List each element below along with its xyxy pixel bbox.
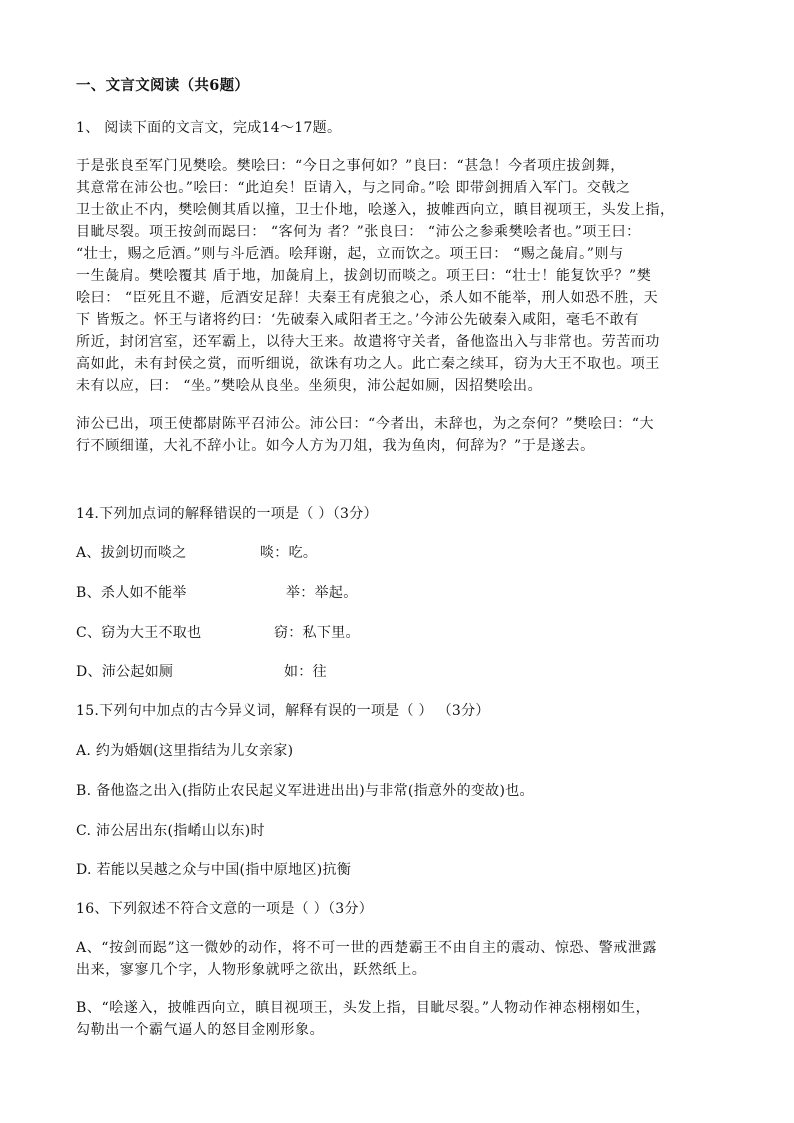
- option-gloss: 窃：私下里。: [274, 625, 360, 641]
- option-gloss: 如：往: [284, 664, 327, 680]
- option-d: D. 若能以吴越之众与中国(指中原地区)抗衡: [76, 862, 352, 878]
- passage-line: 于是张良至军门见樊哙。樊哙曰：“今日之事何如？”良曰：“甚急！今者项庄拔剑舞，: [76, 158, 625, 174]
- passage-line: 其意常在沛公也。”哙曰：“此迫矣！臣请入，与之同命。”哙 即带剑拥盾入军门。交戟之: [76, 180, 631, 196]
- passage-line: 行不顾细谨，大礼不辞小让。如今人方为刀俎，我为鱼肉，何辞为？”于是遂去。: [76, 438, 595, 454]
- passage-line: “壮士，赐之卮酒。”则与斗卮酒。哙拜谢，起，立而饮之。项王曰： “赐之彘肩。”则与: [76, 246, 624, 262]
- option-text: B、杀人如不能举: [76, 585, 187, 601]
- passage-line: 一生彘肩。樊哙覆其 盾于地，加彘肩上，拔剑切而啖之。项王曰：“壮士！能复饮乎？”樊: [76, 268, 652, 284]
- option-text: A、拔剑切而啖之: [76, 545, 187, 561]
- option-a-line: 出来，寥寥几个字，人物形象就呼之欲出，跃然纸上。: [76, 962, 427, 978]
- option-b: [76, 582, 358, 604]
- passage-line: 所近，封闭宫室，还军霸上，以待大王来。故遣将守关者，备他盗出入与非常也。劳苦而功: [76, 334, 660, 350]
- option-gloss: 啖：吃。: [260, 545, 318, 561]
- option-a: A. 约为婚姻(这里指结为儿女亲家): [76, 743, 294, 759]
- option-a-line: A、“按剑而跽”这一微妙的动作，将不可一世的西楚霸王不由自主的震动、惊恐、警戒泄露: [76, 940, 658, 956]
- option-text: D、沛公起如厕: [76, 664, 174, 680]
- section-title: 一、文言文阅读（共6题）: [76, 77, 250, 94]
- option-c: C. 沛公居出东(指崤山以东)时: [76, 823, 265, 839]
- option-a: [76, 542, 318, 564]
- option-c: [76, 622, 360, 644]
- option-b-line: 勾勒出一个霸气逼人的怒目金刚形象。: [76, 1022, 325, 1038]
- passage-line: 未有以应，曰： “坐。”樊哙从良坐。坐须臾，沛公起如厕，因招樊哙出。: [76, 378, 543, 394]
- passage-line: 高如此，未有封侯之赏，而听细说，欲诛有功之人。此亡秦之续耳，窃为大王不取也。项王: [76, 356, 660, 372]
- option-b-line: B、“哙遂入，披帷西向立，瞋目视项王，头发上指，目眦尽裂。”人物动作神态栩栩如生，: [76, 1000, 651, 1016]
- passage-line: 沛公已出，项王使都尉陈平召沛公。沛公曰：“今者出，未辞也，为之奈何？”樊哙曰：“大: [76, 416, 655, 432]
- passage-line: 目眦尽裂。项王按剑而跽曰： “客何为 者？”张良曰： “沛公之参乘樊哙者也。”项王曰：: [76, 224, 641, 240]
- passage-line: 下 皆叛之。怀王与诸将约曰：‘先破秦入咸阳者王之。’今沛公先破秦入咸阳，毫毛不敢有: [76, 312, 639, 328]
- question-stem: 14.下列加点词的解释错误的一项是（ ）（3分）: [76, 506, 378, 522]
- passage-line: 卫士欲止不内，樊哙侧其盾以撞，卫士仆地，哙遂入，披帷西向立，瞋目视项王，头发上指，: [76, 202, 675, 218]
- option-d: [76, 661, 327, 683]
- question-stem: 15.下列句中加点的古今异义词，解释有误的一项是（ ） （3分）: [76, 703, 490, 719]
- instruction: 1、 阅读下面的文言文，完成14～17题。: [76, 120, 342, 136]
- option-gloss: 举：举起。: [286, 585, 358, 601]
- option-text: C、窃为大王不取也: [76, 625, 202, 641]
- question-stem: 16、下列叙述不符合文意的一项是（ ）（3分）: [76, 901, 374, 917]
- option-b: B. 备他盗之出入(指防止农民起义军进进出出)与非常(指意外的变故)也。: [76, 783, 534, 799]
- passage-line: 哙曰： “臣死且不避，卮酒安足辞！夫秦王有虎狼之心，杀人如不能举，刑人如恐不胜，天: [76, 290, 659, 306]
